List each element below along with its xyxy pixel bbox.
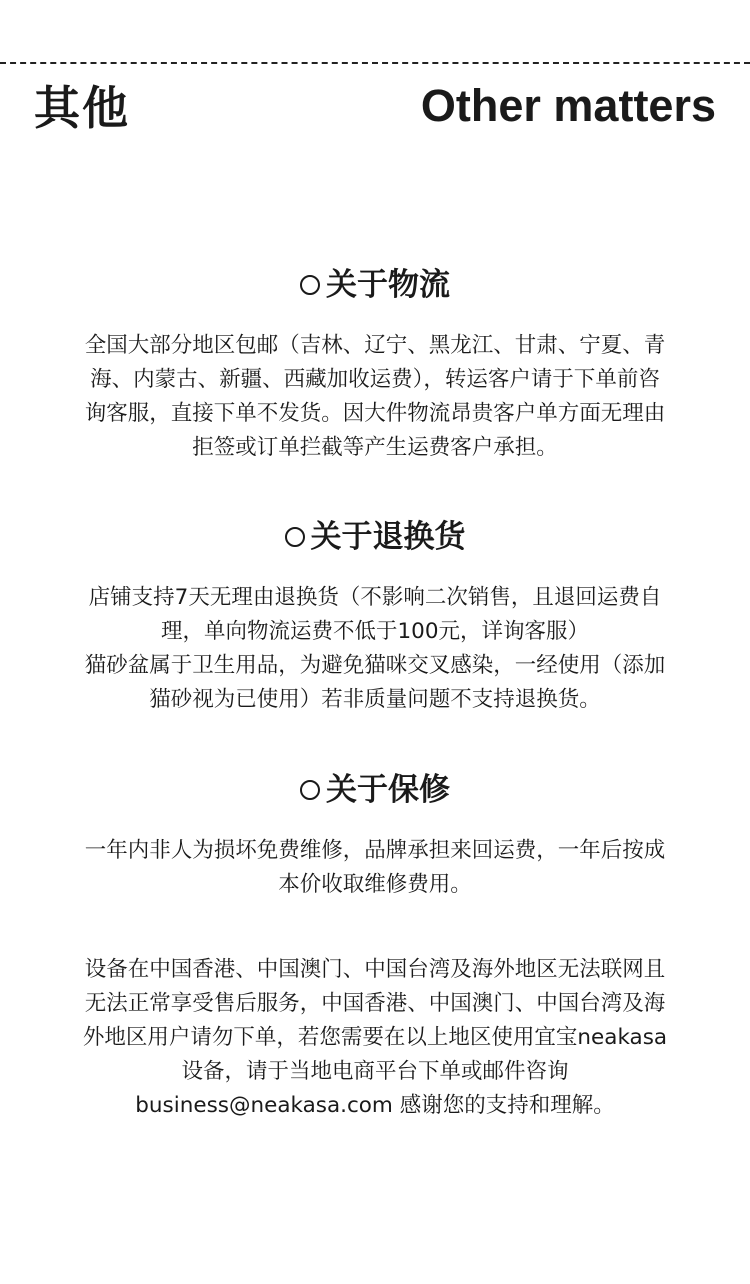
section-body	[40, 834, 710, 902]
region-notice	[40, 953, 710, 1123]
circle-icon	[285, 527, 305, 547]
circle-icon	[300, 275, 320, 295]
section-title-text: 关于物流	[326, 267, 450, 303]
text-line: 全国大部分地区包邮（吉林、辽宁、黑龙江、甘肃、宁夏、青	[84, 333, 666, 358]
text-line: 海、内蒙古、新疆、西藏加收运费），转运客户请于下单前咨	[90, 367, 660, 392]
text-line: 拒签或订单拦截等产生运费客户承担。	[192, 435, 558, 460]
section-logistics	[40, 265, 710, 465]
text-line: 一年内非人为损坏免费维修，品牌承担来回运费，一年后按成	[84, 838, 666, 863]
dashed-divider	[0, 62, 750, 64]
page-title-cn: 其他	[34, 81, 130, 135]
section-body	[40, 581, 710, 717]
text-line: 本价收取维修费用。	[278, 872, 472, 897]
circle-icon	[300, 780, 320, 800]
section-title	[40, 770, 710, 810]
section-body	[40, 329, 710, 465]
text-line: 店铺支持7天无理由退换货（不影响二次销售，且退回运费自	[88, 585, 662, 610]
text-line: 询客服，直接下单不发货。因大件物流昂贵客户单方面无理由	[84, 401, 666, 426]
text-line: 猫砂视为已使用）若非质量问题不支持退换货。	[149, 687, 601, 712]
text-line: 设备在中国香港、中国澳门、中国台湾及海外地区无法联网且	[84, 957, 666, 982]
text-line: 猫砂盆属于卫生用品，为避免猫咪交叉感染，一经使用（添加	[84, 653, 666, 678]
section-title	[40, 265, 710, 305]
section-returns	[40, 517, 710, 717]
text-line: business@neakasa.com 感谢您的支持和理解。	[135, 1093, 615, 1118]
section-warranty	[40, 770, 710, 902]
section-title-text: 关于保修	[326, 772, 450, 808]
text-line: 无法正常享受售后服务，中国香港、中国澳门、中国台湾及海	[84, 991, 666, 1016]
text-line: 设备，请于当地电商平台下单或邮件咨询	[181, 1059, 569, 1084]
section-title	[40, 517, 710, 557]
page-title-en: Other matters	[420, 80, 716, 131]
text-line: 理，单向物流运费不低于100元，详询客服）	[160, 619, 590, 644]
section-title-text: 关于退换货	[310, 519, 466, 555]
notice-body	[40, 953, 710, 1123]
text-line: 外地区用户请勿下单，若您需要在以上地区使用宜宝neakasa	[82, 1025, 668, 1050]
